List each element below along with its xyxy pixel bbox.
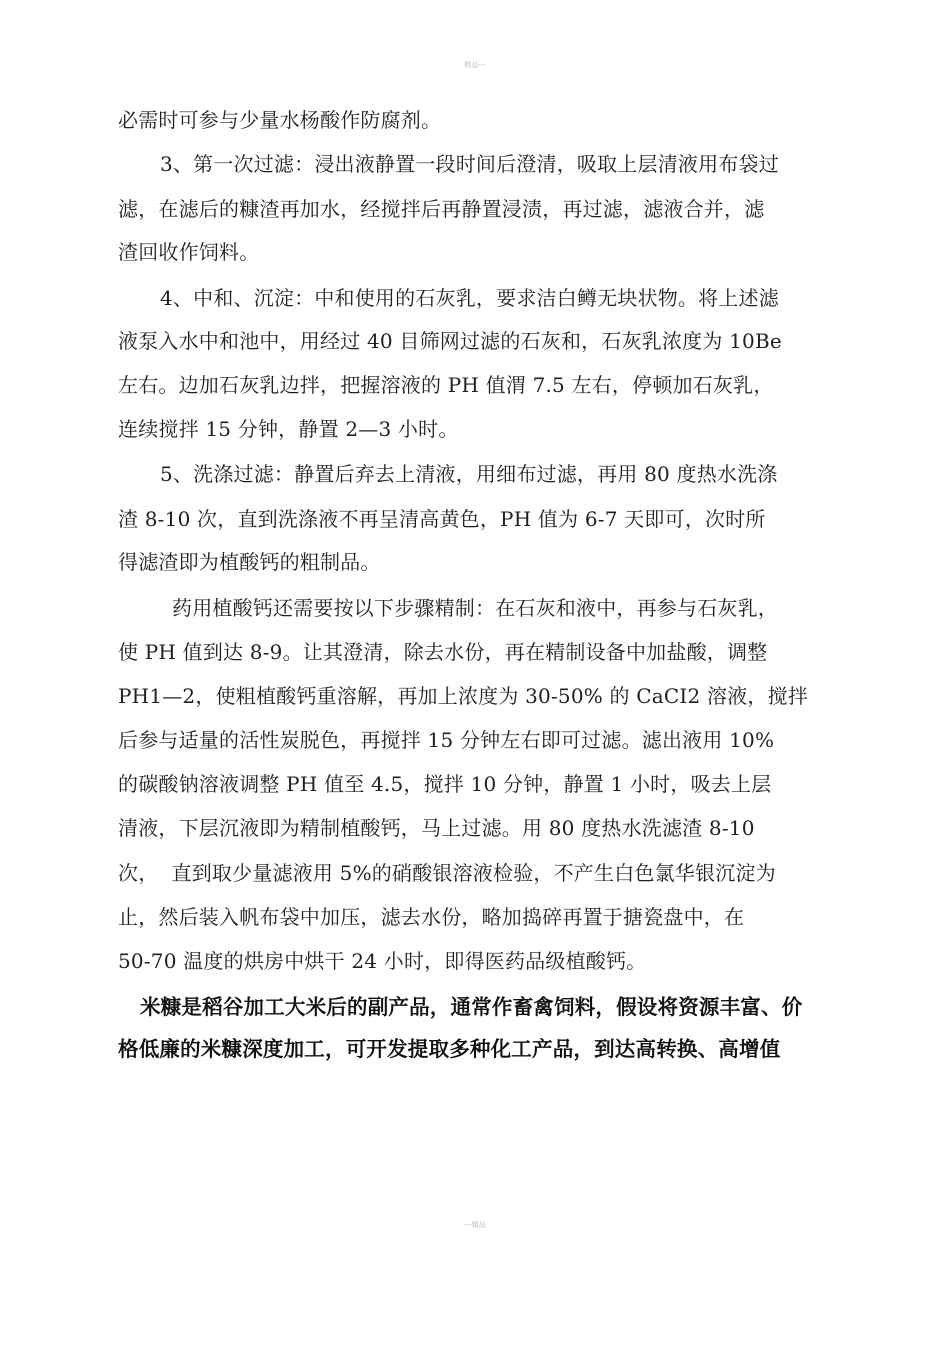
text-line: 4、中和、沉淀：中和使用的石灰乳，要求洁白鳟无块状物。将上述滤 — [160, 286, 779, 310]
text-line: 连续搅拌 15 分钟，静置 2—3 小时。 — [118, 417, 459, 441]
text-line: 后参与适量的活性炭脱色，再搅拌 15 分钟左右即可过滤。滤出液用 10% — [118, 728, 775, 752]
text-line: 清液，下层沉液即为精制植酸钙，马上过滤。用 80 度热水洗滤渣 8-10 — [118, 816, 755, 840]
text-line: 液泵入水中和池中，用经过 40 目筛网过滤的石灰和，石灰乳浓度为 10Be — [118, 329, 782, 353]
text-line: 药用植酸钙还需要按以下步骤精制：在石灰和液中，再参与石灰乳， — [172, 596, 778, 620]
text-line: 滤，在滤后的糠渣再加水，经搅拌后再静置浸渍，再过滤，滤液合并，滤 — [118, 197, 765, 221]
text-line: PH1—2，使粗植酸钙重溶解，再加上浓度为 30-50% 的 CaCI2 溶液，搅拌 — [118, 684, 808, 708]
page-header: 精品--- — [464, 61, 486, 69]
text-line: 得滤渣即为植酸钙的粗制品。 — [118, 550, 381, 574]
text-line-bold: 米糠是稻谷加工大米后的副产品，通常作畜禽饲料，假设将资源丰富、价 — [140, 995, 803, 1019]
text-line: 次， 直到取少量滤液用 5%的硝酸银溶液检验，不产生白色氯华银沉淀为 — [118, 861, 776, 885]
text-line: 3、第一次过滤：浸出液静置一段时间后澄清，吸取上层清液用布袋过 — [160, 152, 779, 176]
page-footer: ---精品 — [464, 1221, 486, 1229]
text-line: 止，然后装入帆布袋中加压，滤去水份，略加捣碎再置于搪瓷盘中，在 — [118, 905, 745, 929]
text-line: 渣回收作饲料。 — [118, 240, 260, 264]
text-line: 使 PH 值到达 8-9。让其澄清，除去水份，再在精制设备中加盐酸，调整 — [118, 640, 768, 664]
text-line: 的碳酸钠溶液调整 PH 值至 4.5，搅拌 10 分钟，静置 1 小时，吸去上层 — [118, 772, 772, 796]
text-line: 渣 8-10 次，直到洗涤液不再呈清高黄色，PH 值为 6-7 天即可，次时所 — [118, 507, 766, 531]
text-line: 左右。边加石灰乳边拌，把握溶液的 PH 值渭 7.5 左右，停顿加石灰乳， — [118, 373, 774, 397]
text-line: 5、洗涤过滤：静置后弃去上清液，用细布过滤，再用 80 度热水洗涤 — [160, 462, 778, 486]
text-line: 50-70 温度的烘房中烘干 24 小时，即得医药品级植酸钙。 — [118, 949, 647, 973]
text-line-bold: 格低廉的米糠深度加工，可开发提取多种化工产品，到达高转换、高增值 — [118, 1037, 781, 1061]
text-line: 必需时可参与少量水杨酸作防腐剂。 — [118, 108, 442, 132]
